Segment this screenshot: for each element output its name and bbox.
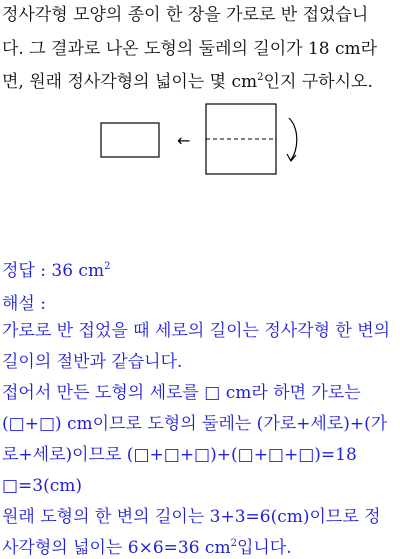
explanation-line-8 — [2, 537, 292, 559]
fold-arrow-icon — [289, 118, 297, 160]
explanation-line-7: 원래 도형의 한 변의 길이는 3+3=6(cm)이므로 정 — [2, 507, 381, 527]
explanation-line-3: 접어서 만든 도형의 세로를 □ cm라 하면 가로는 — [2, 383, 361, 403]
problem-line-1: 정사각형 모양의 종이 한 장을 가로로 반 접었습니 — [2, 5, 369, 25]
answer-value: 36 cm — [51, 261, 105, 281]
left-arrow-icon: ← — [177, 131, 191, 150]
answer-label: 정답 : — [2, 261, 52, 281]
problem-line-3-sup: 2 — [257, 72, 264, 83]
folded-rectangle — [101, 123, 159, 157]
fold-arrow-head-icon — [287, 154, 296, 161]
problem-line-2: 다. 그 결과로 나온 도형의 둘레의 길이가 18 cm라 — [2, 39, 378, 59]
explanation-line-1: 가로로 반 접었을 때 세로의 길이는 정사각형 한 변의 — [2, 321, 391, 341]
explanation-line-2: 길이의 절반과 같습니다. — [2, 352, 183, 372]
explanation-last-post: 입니다. — [236, 538, 292, 558]
answer-line — [2, 260, 110, 282]
explanation-last-sup: 2 — [230, 538, 237, 549]
explanation-label: 해설 : — [2, 294, 46, 314]
answer-unit-sup: 2 — [104, 261, 111, 272]
explanation-last-pre: 사각형의 넓이는 6×6=36 cm — [2, 538, 231, 558]
explanation-line-5: 로+세로)이므로 (□+□+□)+(□+□+□)=18 — [2, 445, 357, 465]
problem-line-3-post: 인지 구하시오. — [263, 72, 373, 92]
explanation-line-4: (□+□) cm이므로 도형의 둘레는 (가로+세로)+(가 — [2, 414, 388, 434]
problem-line-3-pre: 면, 원래 정사각형의 넓이는 몇 cm — [2, 72, 258, 92]
explanation-line-6: □=3(cm) — [2, 476, 83, 496]
